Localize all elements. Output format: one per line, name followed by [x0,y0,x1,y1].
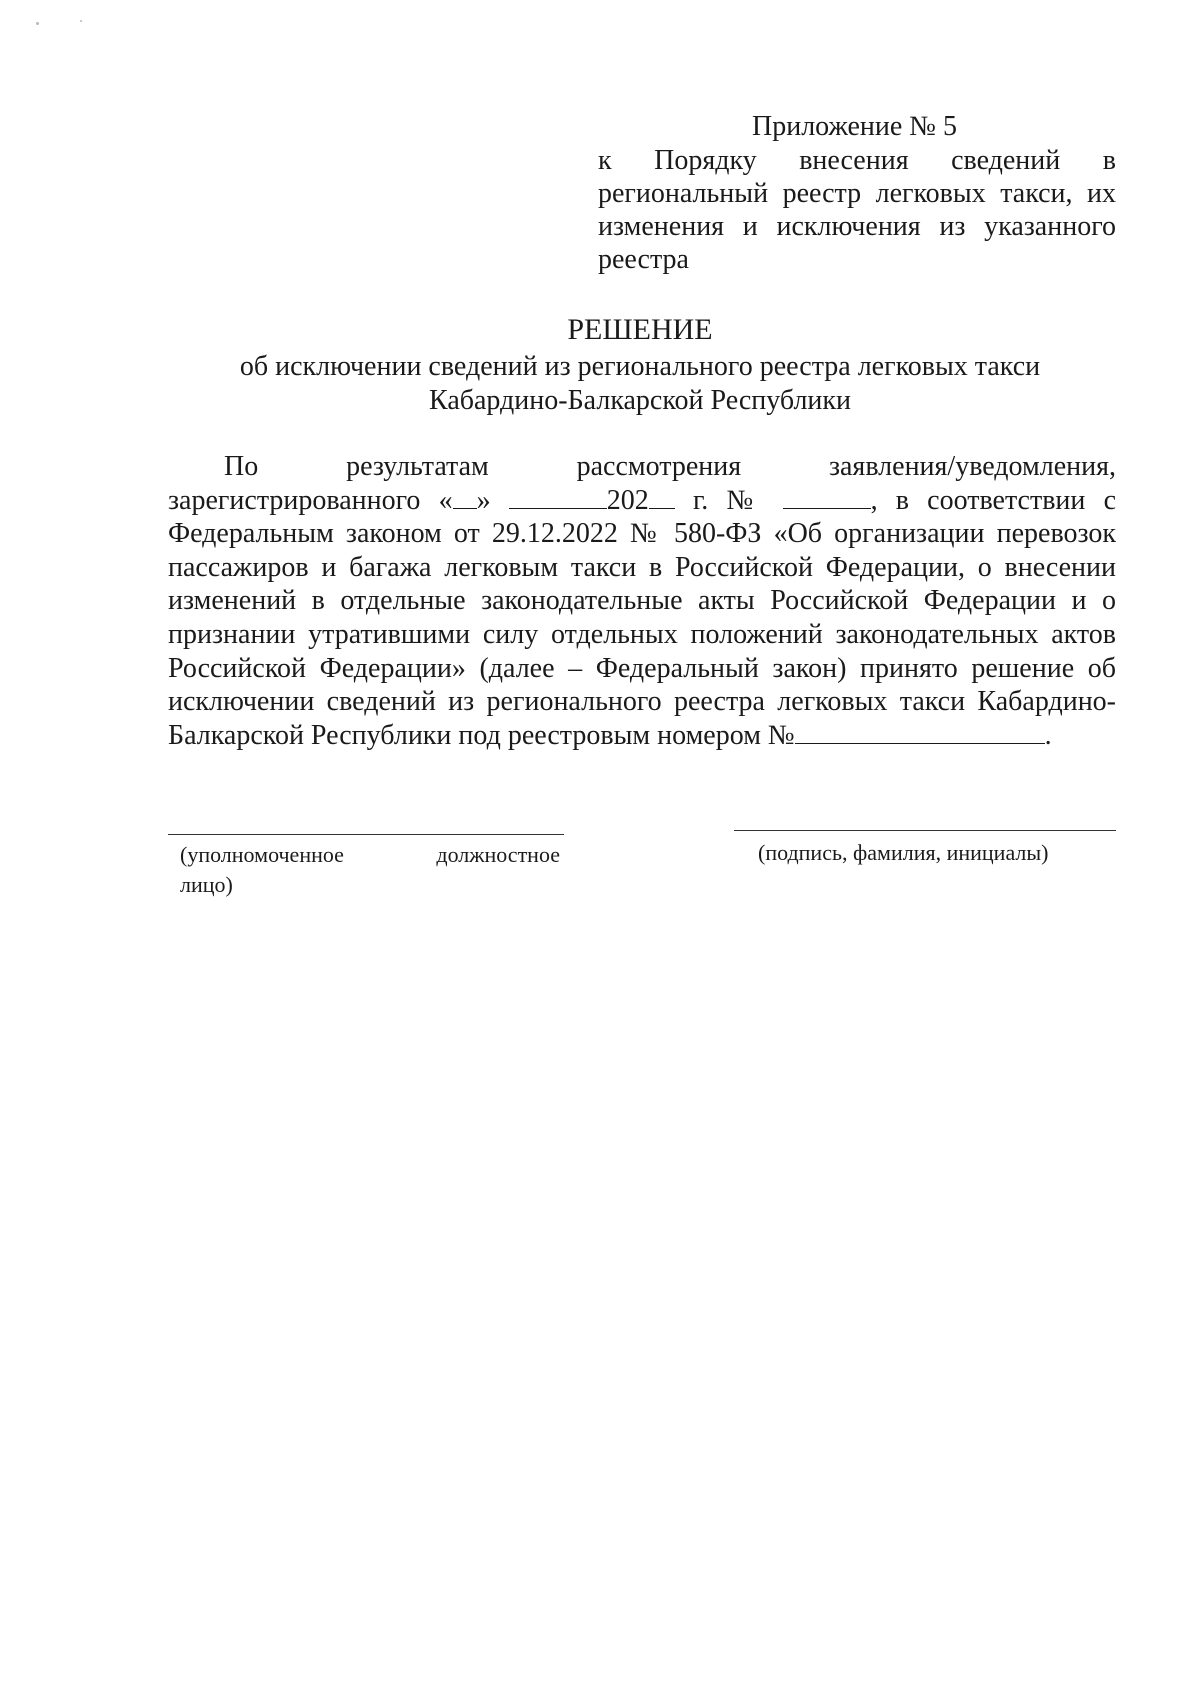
appendix-title: Приложение № 5 [752,111,957,142]
official-signature-line [168,834,564,835]
official-caption: (уполномоченное должностное [180,842,560,867]
body-text-segment: По результатам рассмотрения заявления/уведомления, зарегистрированного « [168,451,1116,516]
appendix-reference: к Порядку внесения сведений в региональный реестр легковых такси, их изменения и исключения из указанного реестра [598,145,1116,275]
document-title: РЕШЕНИЕ [567,313,713,346]
body-text-segment: г. № [674,484,783,516]
scan-speck [36,22,39,25]
number-blank[interactable] [783,484,871,509]
signature-name-line [734,830,1116,831]
registry-number-blank[interactable] [795,719,1045,744]
signature-caption: (подпись, фамилия, инициалы) [758,840,1049,865]
body-text-segment: » [476,484,509,516]
document-subtitle-line2: Кабардино-Балкарской Республики [429,385,851,416]
body-text-segment: , в соответствии с Федеральным законом от 29.12.2022 № 580-ФЗ «Об организации перевозок пассажиров и багажа легковым такси в Российской Федерации, о внесении изменений в отдельные законодательные акты Российской Федерации и о признании утратившими силу отдельных положений законодательных актов Российской Федерации» (далее – Федеральный закон) принято решение об исключении сведений из регионального реестра легковых такси Кабардино-Балкарской Республики под реестровым номером № [168,484,1117,751]
body-text-segment: 202 [606,484,649,516]
month-blank[interactable] [509,484,607,509]
official-caption-continued: лицо) [180,872,233,897]
scan-speck [80,20,82,22]
decision-body [168,450,1116,752]
day-blank[interactable] [453,484,477,509]
document-subtitle-line1: об исключении сведений из регионального реестра легковых такси [239,351,1041,382]
body-text-segment: . [1044,719,1052,751]
year-blank[interactable] [649,484,675,509]
